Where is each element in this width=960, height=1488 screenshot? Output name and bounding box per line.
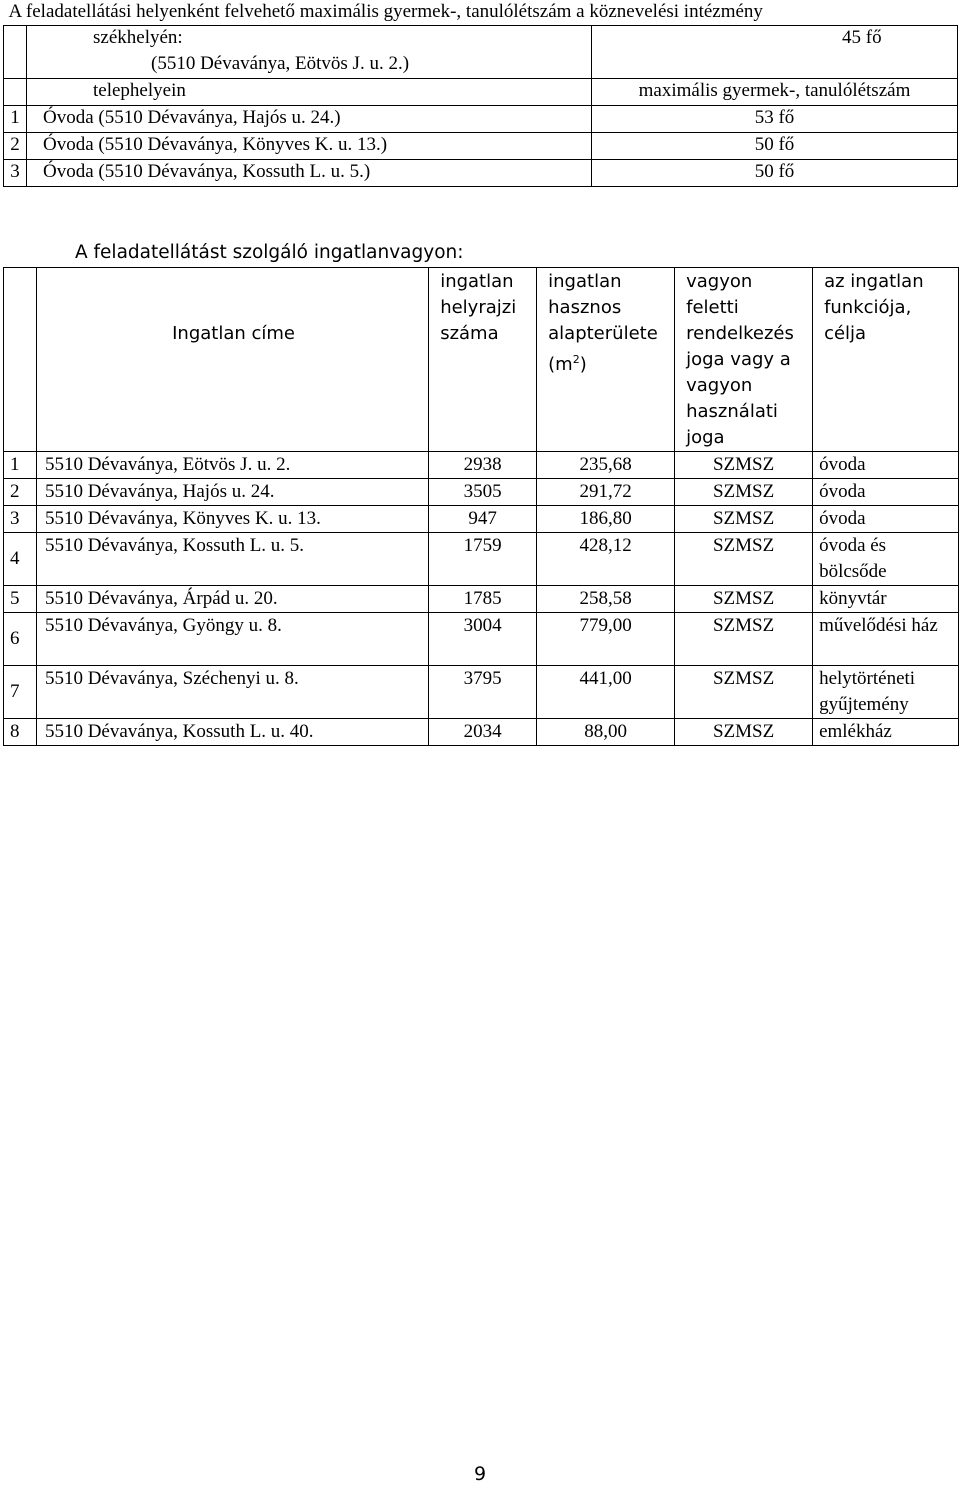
sites-header-value: maximális gyermek-, tanulólétszám (592, 79, 958, 106)
property-heading: A feladatellátást szolgáló ingatlanvagyon: (75, 242, 464, 263)
header-lot-number: ingatlan helyrajzi száma (429, 268, 537, 452)
row-address: 5510 Dévaványa, Eötvös J. u. 2. (36, 452, 428, 479)
header-area (537, 268, 675, 452)
row-address: 5510 Dévaványa, Gyöngy u. 8. (36, 613, 428, 666)
row-num: 1 (4, 452, 37, 479)
row-num: 7 (4, 666, 37, 719)
table-row (4, 613, 959, 666)
row-area: 258,58 (537, 586, 675, 613)
property-header-row (4, 268, 959, 452)
sites-header-row (4, 79, 958, 106)
row-lot: 3004 (429, 613, 537, 666)
table-row (4, 666, 959, 719)
row-area: 779,00 (537, 613, 675, 666)
row-function: óvoda (813, 479, 959, 506)
row-function: művelődési ház (813, 613, 959, 666)
table-row (4, 452, 959, 479)
row-area: 441,00 (537, 666, 675, 719)
sites-header-label: telephelyein (27, 79, 592, 106)
site-name: Óvoda (5510 Dévaványa, Hajós u. 24.) (27, 106, 592, 133)
row-lot: 1759 (429, 533, 537, 586)
site-name: Óvoda (5510 Dévaványa, Kossuth L. u. 5.) (27, 160, 592, 187)
row-lot: 2034 (429, 719, 537, 746)
sites-header-num-cell (4, 79, 27, 106)
row-rights: SZMSZ (675, 452, 813, 479)
row-rights: SZMSZ (675, 479, 813, 506)
site-row (4, 160, 958, 187)
table-row (4, 533, 959, 586)
row-function: óvoda és bölcsőde (813, 533, 959, 586)
site-num: 1 (4, 106, 27, 133)
row-lot: 947 (429, 506, 537, 533)
row-lot: 3795 (429, 666, 537, 719)
header-area-sup: 2 (572, 353, 580, 366)
row-address: 5510 Dévaványa, Hajós u. 24. (36, 479, 428, 506)
row-address: 5510 Dévaványa, Kossuth L. u. 5. (36, 533, 428, 586)
seat-row (4, 26, 958, 53)
row-rights: SZMSZ (675, 506, 813, 533)
row-rights: SZMSZ (675, 613, 813, 666)
row-area: 428,12 (537, 533, 675, 586)
row-function: könyvtár (813, 586, 959, 613)
table-row (4, 719, 959, 746)
row-num: 6 (4, 613, 37, 666)
seat-num-cell (4, 26, 27, 53)
row-area: 186,80 (537, 506, 675, 533)
row-area: 291,72 (537, 479, 675, 506)
site-row (4, 133, 958, 160)
capacity-title: A feladatellátási helyenként felvehető maximális gyermek-, tanulólétszám a köznevelési intézmény (8, 1, 763, 22)
row-num: 8 (4, 719, 37, 746)
site-num: 3 (4, 160, 27, 187)
property-table (3, 267, 959, 746)
seat-address-num-cell (4, 52, 27, 79)
row-function: helytörténeti gyűjtemény (813, 666, 959, 719)
site-name: Óvoda (5510 Dévaványa, Könyves K. u. 13.) (27, 133, 592, 160)
header-num-cell (4, 268, 37, 452)
row-rights: SZMSZ (675, 533, 813, 586)
row-lot: 1785 (429, 586, 537, 613)
capacity-table (3, 0, 958, 187)
row-lot: 3505 (429, 479, 537, 506)
seat-value: 45 fő (592, 26, 958, 79)
row-rights: SZMSZ (675, 719, 813, 746)
row-rights: SZMSZ (675, 586, 813, 613)
header-function: az ingatlan funkciója, célja (813, 268, 959, 452)
capacity-title-row (4, 0, 958, 26)
row-address: 5510 Dévaványa, Kossuth L. u. 40. (36, 719, 428, 746)
table-row (4, 506, 959, 533)
row-address: 5510 Dévaványa, Árpád u. 20. (36, 586, 428, 613)
row-address: 5510 Dévaványa, Széchenyi u. 8. (36, 666, 428, 719)
site-value: 50 fő (592, 133, 958, 160)
row-num: 2 (4, 479, 37, 506)
row-num: 3 (4, 506, 37, 533)
page-number: 9 (473, 1463, 487, 1485)
row-area: 88,00 (537, 719, 675, 746)
header-address: Ingatlan címe (36, 268, 428, 452)
row-function: óvoda (813, 452, 959, 479)
site-value: 53 fő (592, 106, 958, 133)
row-lot: 2938 (429, 452, 537, 479)
seat-address: (5510 Dévaványa, Eötvös J. u. 2.) (27, 52, 592, 79)
header-area-prefix: ingatlan hasznos alapterülete (m (548, 271, 658, 375)
row-num: 4 (4, 533, 37, 586)
row-function: emlékház (813, 719, 959, 746)
row-address: 5510 Dévaványa, Könyves K. u. 13. (36, 506, 428, 533)
header-rights: vagyon feletti rendelkezés joga vagy a vagyon használati joga (675, 268, 813, 452)
site-value: 50 fő (592, 160, 958, 187)
row-function: óvoda (813, 506, 959, 533)
site-num: 2 (4, 133, 27, 160)
header-area-suffix: ) (579, 354, 587, 375)
site-row (4, 106, 958, 133)
row-area: 235,68 (537, 452, 675, 479)
table-row (4, 586, 959, 613)
seat-label: székhelyén: (27, 26, 592, 53)
row-num: 5 (4, 586, 37, 613)
row-rights: SZMSZ (675, 666, 813, 719)
table-row (4, 479, 959, 506)
